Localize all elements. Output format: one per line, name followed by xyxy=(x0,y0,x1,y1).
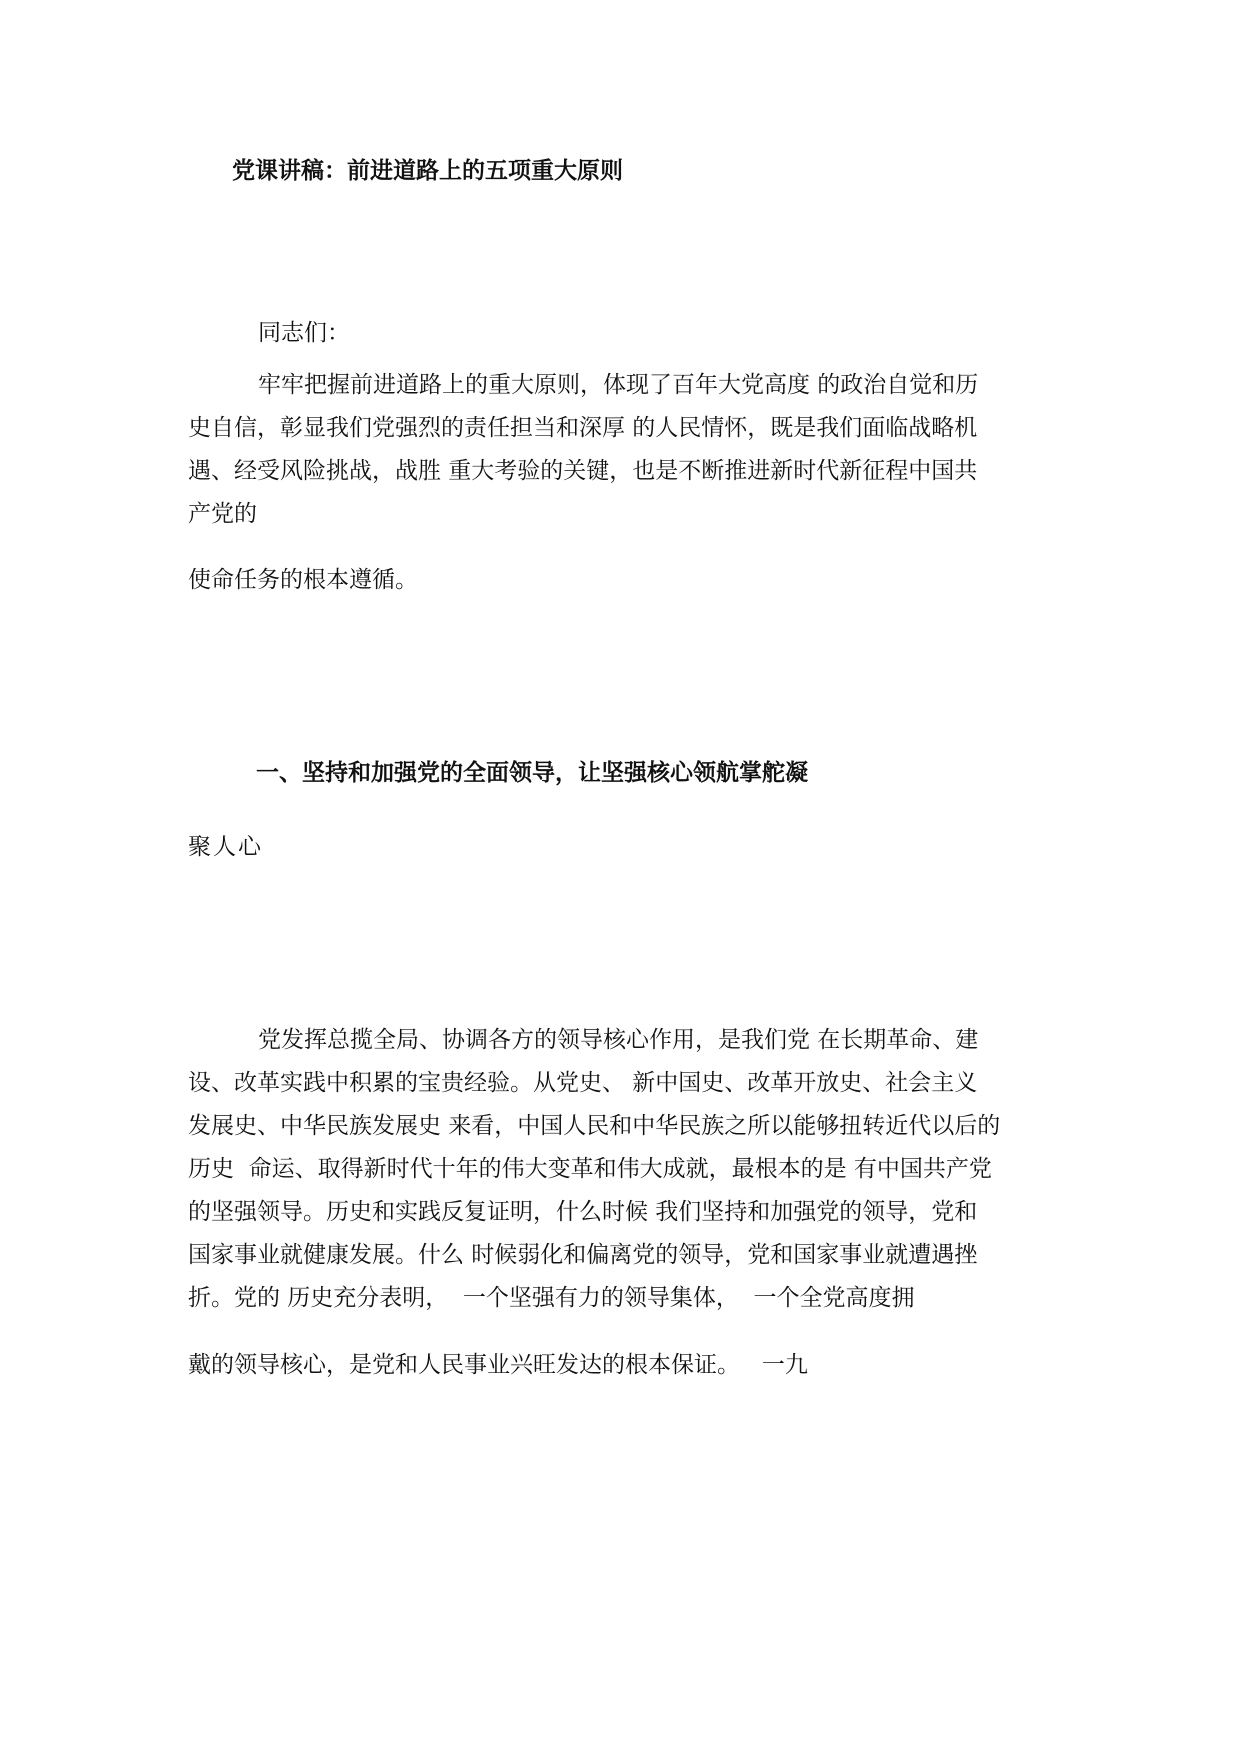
section-1-line-6: 国家事业就健康发展。什么 时候弱化和偏离党的领导，党和国家事业就遭遇挫 xyxy=(188,1242,978,1268)
section-1-tail-line: 戴的领导核心，是党和人民事业兴旺发达的根本保证。 一九 xyxy=(188,1352,808,1378)
intro-line-2: 史自信，彰显我们党强烈的责任担当和深厚 的人民情怀，既是我们面临战略机 xyxy=(188,415,978,441)
section-1-heading: 一、坚持和加强党的全面领导，让坚强核心领航掌舵凝 xyxy=(256,760,808,786)
intro-line-4: 产党的 xyxy=(188,501,257,527)
section-1-line-3: 发展史、中华民族发展史 来看，中国人民和中华民族之所以能够扭转近代以后的 xyxy=(188,1113,1001,1139)
intro-tail-line: 使命任务的根本遵循。 xyxy=(188,567,418,593)
salutation: 同志们： xyxy=(258,320,350,346)
section-1-line-7: 折。党的 历史充分表明， 一个坚强有力的领导集体， 一个全党高度拥 xyxy=(188,1285,915,1311)
section-1-line-5: 的坚强领导。历史和实践反复证明，什么时候 我们坚持和加强党的领导，党和 xyxy=(188,1199,978,1225)
section-1-heading-tail: 聚人心 xyxy=(188,834,263,860)
document-title: 党课讲稿：前进道路上的五项重大原则 xyxy=(232,158,623,184)
intro-line-3: 遇、经受风险挑战，战胜 重大考验的关键，也是不断推进新时代新征程中国共 xyxy=(188,458,978,484)
section-1-line-4: 历史 命运、取得新时代十年的伟大变革和伟大成就，最根本的是 有中国共产党 xyxy=(188,1156,992,1182)
intro-line-1: 牢牢把握前进道路上的重大原则，体现了百年大党高度 的政治自觉和历 xyxy=(258,372,979,398)
section-1-line-1: 党发挥总揽全局、协调各方的领导核心作用，是我们党 在长期革命、建 xyxy=(258,1027,979,1053)
section-1-line-2: 设、改革实践中积累的宝贵经验。从党史、 新中国史、改革开放史、社会主义 xyxy=(188,1070,978,1096)
